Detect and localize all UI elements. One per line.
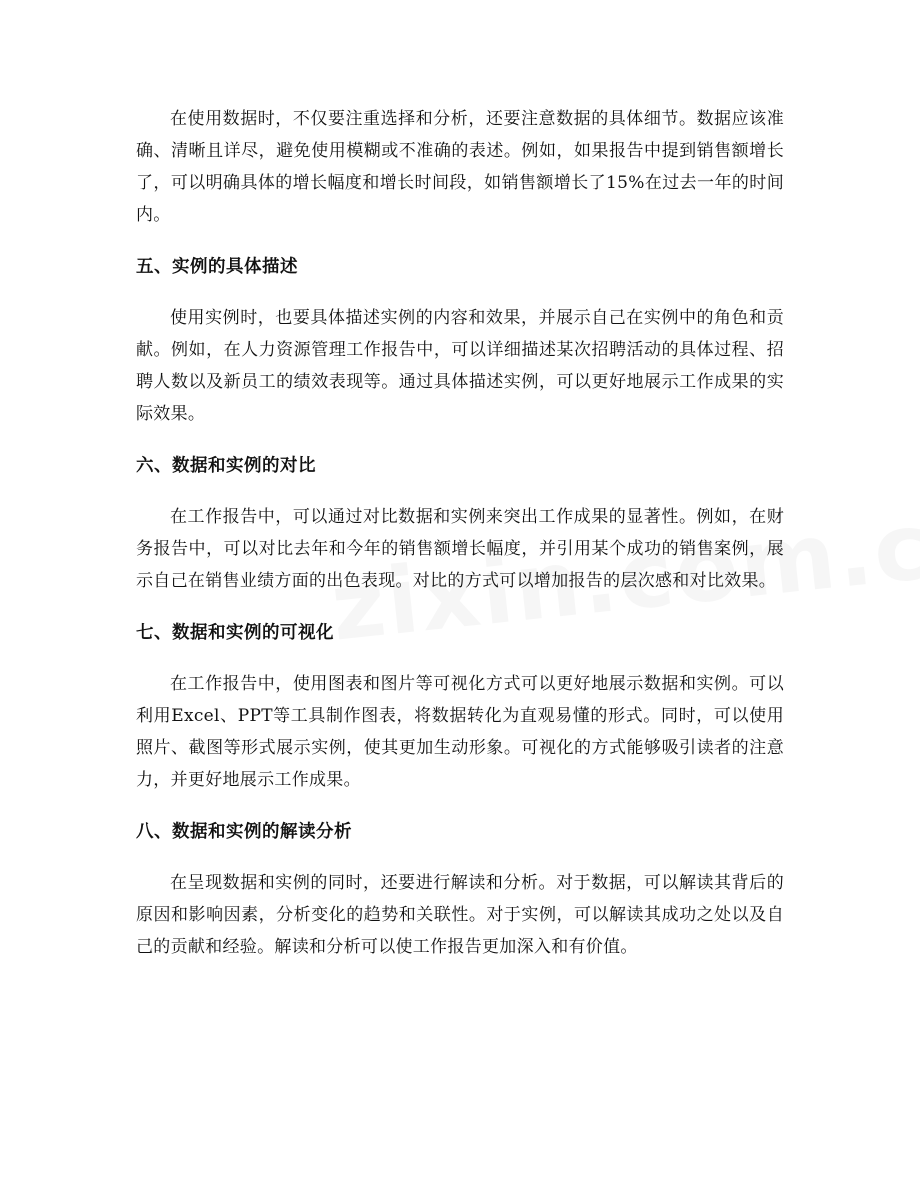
intro-paragraph: 在使用数据时，不仅要注重选择和分析，还要注意数据的具体细节。数据应该准确、清晰且详尽，避免使用模糊或不准确的表述。例如，如果报告中提到销售额增长了，可以明确具体的增长幅度和增长时间段，如销售额增长了15%在过去一年的时间内。 xyxy=(136,109,784,225)
section-7-heading: 七、数据和实例的可视化 xyxy=(136,623,334,643)
section-5-paragraph: 使用实例时，也要具体描述实例的内容和效果，并展示自己在实例中的角色和贡献。例如，在人力资源管理工作报告中，可以详细描述某次招聘活动的具体过程、招聘人数以及新员工的绩效表现等。通过具体描述实例，可以更好地展示工作成果的实际效果。 xyxy=(136,308,784,424)
section-6-paragraph: 在工作报告中，可以通过对比数据和实例来突出工作成果的显著性。例如，在财务报告中，可以对比去年和今年的销售额增长幅度，并引用某个成功的销售案例，展示自己在销售业绩方面的出色表现。对比的方式可以增加报告的层次感和对比效果。 xyxy=(136,507,784,591)
document-body xyxy=(136,103,784,963)
section-7-paragraph: 在工作报告中，使用图表和图片等可视化方式可以更好地展示数据和实例。可以利用Excel、PPT等工具制作图表，将数据转化为直观易懂的形式。同时，可以使用照片、截图等形式展示实例，使其更加生动形象。可视化的方式能够吸引读者的注意力，并更好地展示工作成果。 xyxy=(136,674,784,790)
section-6-heading: 六、数据和实例的对比 xyxy=(136,456,316,476)
section-8-heading: 八、数据和实例的解读分析 xyxy=(136,822,352,842)
section-8-paragraph: 在呈现数据和实例的同时，还要进行解读和分析。对于数据，可以解读其背后的原因和影响因素，分析变化的趋势和关联性。对于实例，可以解读其成功之处以及自己的贡献和经验。解读和分析可以使工作报告更加深入和有价值。 xyxy=(136,873,784,957)
section-5-heading: 五、实例的具体描述 xyxy=(136,257,298,277)
